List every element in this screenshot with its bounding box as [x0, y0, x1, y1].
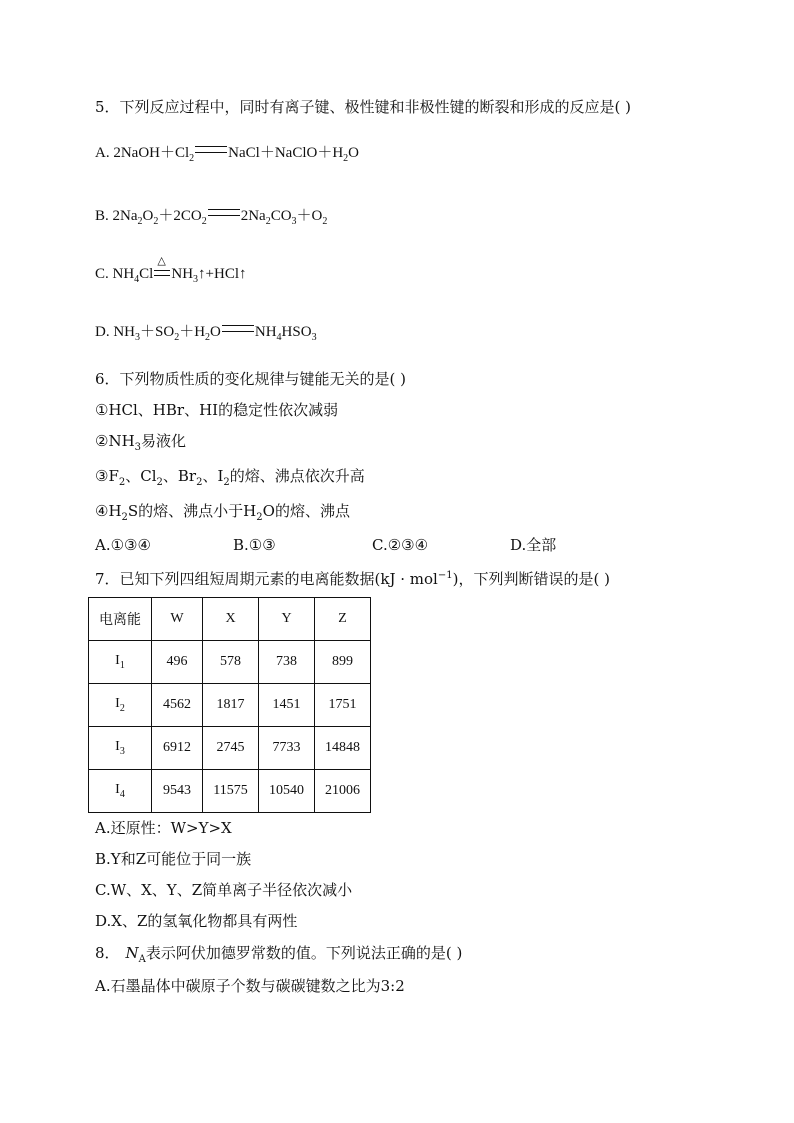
sub: 3	[119, 746, 125, 757]
sub: 3	[134, 442, 142, 453]
q8-option-a[interactable]: A.石墨晶体中碳原子个数与碳碳键数之比为3:2	[95, 977, 405, 995]
sub: 2	[322, 216, 328, 227]
text: ④H	[95, 502, 122, 520]
row-label	[89, 770, 152, 813]
sub: 2	[118, 477, 126, 488]
q5-a-text: A. 2NaOH＋Cl	[95, 145, 190, 161]
table-header-cell: Z	[315, 598, 371, 641]
q5-option-a[interactable]	[95, 143, 359, 169]
table-header-cell: 电离能	[89, 598, 152, 641]
q5-option-c[interactable]	[95, 255, 247, 290]
q7-option-d[interactable]: D.X、Z的氢氧化物都具有两性	[95, 912, 298, 930]
q6-item-2	[95, 431, 186, 458]
table-row	[89, 770, 371, 813]
sub: 2	[119, 703, 125, 714]
sub: 2	[174, 332, 180, 343]
sub: 3	[135, 332, 140, 343]
text: 7．已知下列四组短周期元素的电离能数据(kJ · mol	[95, 570, 438, 588]
equals-sign-icon	[222, 325, 254, 332]
q7-option-c[interactable]: C.W、X、Y、Z简单离子半径依次减小	[95, 881, 353, 899]
text: S的熔、沸点小于H	[127, 502, 257, 520]
text: O	[210, 324, 221, 340]
row-label	[89, 684, 152, 727]
text: 易液化	[141, 432, 187, 450]
q6-option-c[interactable]: C.②③④	[372, 536, 429, 554]
q7-option-a[interactable]: A.还原性：W>Y>X	[95, 819, 232, 837]
sub: 2	[201, 216, 207, 227]
text: NH	[254, 324, 277, 340]
text: ＋SO	[140, 324, 175, 340]
sub: 2	[205, 332, 211, 343]
text: ＋2CO	[158, 208, 202, 224]
text: I	[115, 696, 120, 711]
q8-stem	[95, 943, 462, 970]
table-cell: 496	[152, 641, 203, 684]
sub: 4	[134, 274, 140, 285]
text: ＋O	[296, 208, 323, 224]
sup: −1	[437, 570, 453, 581]
text: 2Na	[240, 208, 266, 224]
sub: 2	[156, 477, 163, 488]
na-symbol: N	[125, 944, 139, 962]
sub: A	[138, 954, 146, 965]
text: 、Br	[162, 467, 197, 485]
table-cell: 1451	[259, 684, 315, 727]
sub: 2	[196, 477, 203, 488]
text: I	[115, 739, 120, 754]
text: )，下列判断错误的是( )	[452, 570, 610, 588]
table-cell: 2745	[203, 727, 259, 770]
sub: 2	[137, 216, 143, 227]
sub: 3	[291, 216, 297, 227]
q5-b-text: B. 2Na	[95, 208, 138, 224]
text: Cl	[139, 266, 154, 282]
row-label	[89, 727, 152, 770]
ionization-energy-table	[88, 597, 371, 813]
sub: 2	[256, 512, 263, 523]
table-cell: 899	[315, 641, 371, 684]
text: I	[115, 653, 120, 668]
text: O	[142, 208, 154, 224]
q5-a-text3: O	[348, 145, 360, 161]
q6-item-1: ①HCl、HBr、HI的稳定性依次减弱	[95, 401, 339, 419]
text: ②NH	[95, 432, 135, 450]
table-cell: 11575	[203, 770, 259, 813]
sub: 1	[119, 660, 125, 671]
table-cell: 738	[259, 641, 315, 684]
equals-sign-icon	[195, 146, 227, 153]
equals-bars	[154, 270, 170, 276]
table-cell: 14848	[315, 727, 371, 770]
table-cell: 7733	[259, 727, 315, 770]
q7-stem	[95, 566, 610, 589]
q6-stem: 6．下列物质性质的变化规律与键能无关的是( )	[95, 370, 407, 388]
sub: 2	[121, 512, 128, 523]
sub: 4	[276, 332, 282, 343]
q6-item-4	[95, 501, 350, 528]
q5-c-text: C. NH	[95, 266, 135, 282]
text: 、Cl	[125, 467, 157, 485]
table-row	[89, 641, 371, 684]
table-cell: 1751	[315, 684, 371, 727]
text: ＋H	[179, 324, 206, 340]
sub: 2	[223, 477, 230, 488]
text: ↑+HCl↑	[198, 266, 247, 282]
table-row	[89, 727, 371, 770]
heat-equals-icon	[154, 255, 170, 278]
sub: 2	[153, 216, 159, 227]
table-header-cell: X	[203, 598, 259, 641]
sub: 3	[311, 332, 317, 343]
sub: 2	[343, 153, 349, 164]
table-header-cell: Y	[259, 598, 315, 641]
text: 8．	[95, 944, 120, 962]
table-cell: 6912	[152, 727, 203, 770]
text: 表示阿伏加德罗常数的值。下列说法正确的是( )	[145, 944, 463, 962]
table-cell: 1817	[203, 684, 259, 727]
sub: 4	[119, 789, 125, 800]
sub: 2	[189, 153, 195, 164]
text: HSO	[281, 324, 312, 340]
table-cell: 21006	[315, 770, 371, 813]
table-cell: 4562	[152, 684, 203, 727]
text: CO	[270, 208, 292, 224]
sub: 3	[193, 274, 199, 285]
q6-item-3	[95, 466, 365, 493]
table-row	[89, 684, 371, 727]
q6-option-b[interactable]: B.①③	[233, 536, 276, 554]
text: 的熔、沸点依次升高	[229, 467, 365, 485]
table-cell: 578	[203, 641, 259, 684]
q5-option-d[interactable]	[95, 322, 317, 348]
table-cell: 10540	[259, 770, 315, 813]
table-cell: 9543	[152, 770, 203, 813]
q5-a-text2: NaCl＋NaClO＋H	[228, 145, 344, 161]
table-header-cell: W	[152, 598, 203, 641]
q6-option-a[interactable]: A.①③④	[95, 536, 151, 554]
q6-option-d[interactable]: D.全部	[510, 536, 557, 554]
q5-option-b[interactable]	[95, 206, 327, 232]
text: I	[115, 782, 120, 797]
heat-symbol: △	[157, 255, 166, 267]
sub: 2	[265, 216, 271, 227]
text: 、I	[202, 467, 224, 485]
text: ③F	[95, 467, 119, 485]
equals-sign-icon	[208, 209, 240, 216]
q7-option-b[interactable]: B.Y和Z可能位于同一族	[95, 850, 252, 868]
table-header-row	[89, 598, 371, 641]
text: NH	[171, 266, 194, 282]
q5-d-text: D. NH	[95, 324, 135, 340]
row-label	[89, 641, 152, 684]
q5-stem: 5．下列反应过程中，同时有离子键、极性键和非极性键的断裂和形成的反应是( )	[95, 98, 632, 116]
text: O的熔、沸点	[262, 502, 350, 520]
